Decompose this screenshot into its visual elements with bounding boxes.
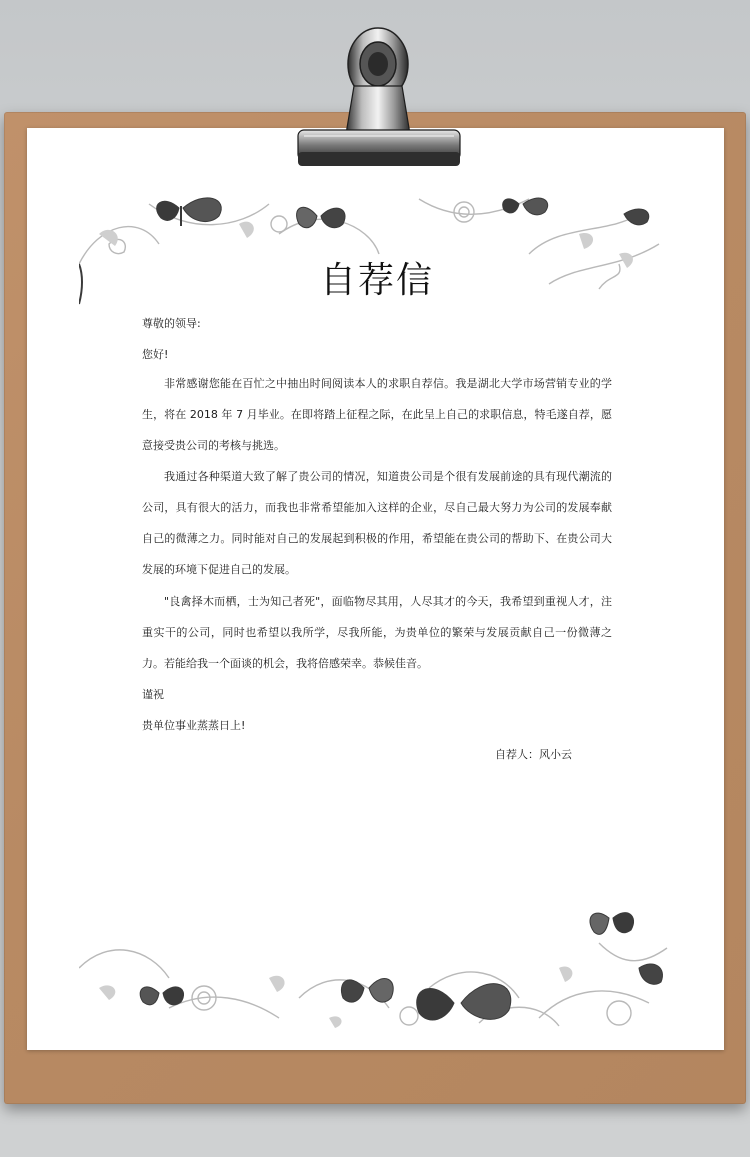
letter-signature: 自荐人：风小云 [495,748,572,761]
paragraph-text: 非常感谢您能在百忙之中抽出时间阅读本人的求职自荐信。我是湖北大学市场营销专业的学生，将在 2018 年 7 月毕业。在即将踏上征程之际，在此呈上自己的求职信息，特毛遂自荐，愿意接受贵公司的考核与挑选。 [142,377,612,452]
letter-greeting: 尊敬的领导: [142,317,201,330]
letter-paragraph-2 [142,461,612,585]
letter-paragraph-3 [142,586,612,679]
paragraph-text: "良禽择木而栖，士为知己者死"，面临物尽其用，人尽其才的今天，我希望到重视人才，注重实干的公司，同时也希望以我所学，尽我所能，为贵单位的繁荣与发展贡献自己一份微薄之力。若能给我一个面谈的机会，我将倍感荣幸。恭候佳音。 [142,595,612,670]
letter-paper [27,128,724,1050]
letter-paragraph-1 [142,368,612,461]
letter-title: 自荐信 [319,260,434,301]
letter-closing-2: 贵单位事业蒸蒸日上! [142,719,246,732]
binder-clip-icon [292,24,462,172]
floral-ornament-bottom [79,908,669,1028]
paragraph-text: 我通过各种渠道大致了解了贵公司的情况，知道贵公司是个很有发展前途的具有现代潮流的公司，具有很大的活力，而我也非常希望能加入这样的企业，尽自己最大努力为公司的发展奉献自己的微薄之力。同时能对自己的发展起到积极的作用，希望能在贵公司的帮助下、在贵公司大发展的环境下促进自己的发展。 [142,470,612,576]
letter-hello: 您好! [142,348,169,361]
letter-closing-1: 谨祝 [142,688,164,701]
